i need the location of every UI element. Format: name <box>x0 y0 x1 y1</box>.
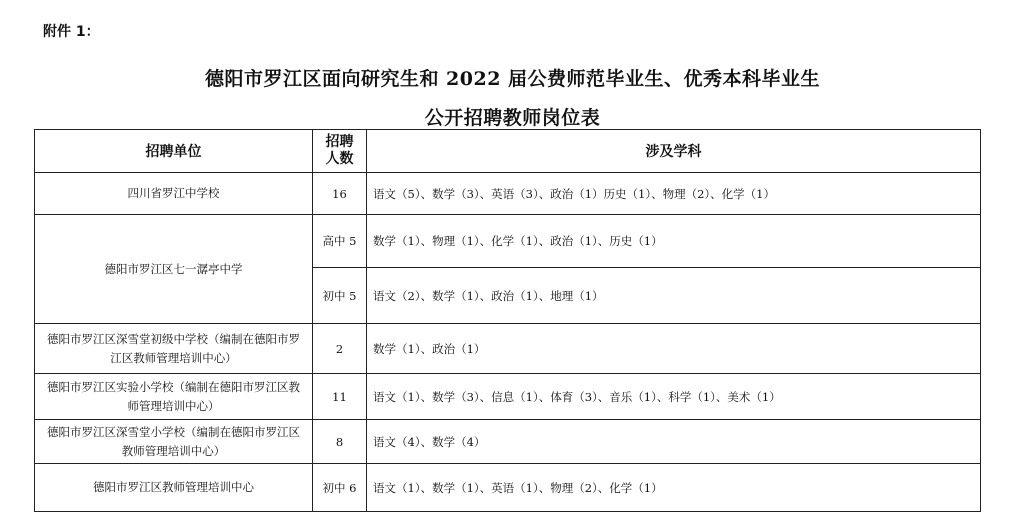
subjects-cell: 语文（1）、数学（3）、信息（1）、体育（3）、音乐（1）、科学（1）、美术（1） <box>367 374 981 420</box>
subjects-cell: 数学（1）、政治（1） <box>367 324 981 374</box>
count-cell: 8 <box>313 420 367 464</box>
count-cell: 高中 5 <box>313 215 367 268</box>
unit-cell: 德阳市罗江区七一潺亭中学 <box>35 215 313 324</box>
attachment-label: 附件 1： <box>43 24 100 40</box>
unit-line1: 德阳市罗江区实验小学校（编制在德阳市罗江区教 <box>47 379 300 394</box>
document-title-line2: 公开招聘教师岗位表 <box>424 107 601 129</box>
unit-cell <box>35 374 313 420</box>
unit-cell: 德阳市罗江区教师管理培训中心 <box>35 464 313 512</box>
unit-line1: 德阳市罗江区深雪堂初级中学校（编制在德阳市罗 <box>47 331 300 346</box>
unit-line2: 江区教师管理培训中心） <box>110 350 237 365</box>
header-count-line1: 招聘 <box>325 134 354 150</box>
count-cell: 16 <box>313 173 367 215</box>
table-row <box>35 374 981 420</box>
header-subjects: 涉及学科 <box>367 130 981 173</box>
unit-line2: 教师管理培训中心） <box>121 443 226 458</box>
table-row <box>35 324 981 374</box>
document-title-line1: 德阳市罗江区面向研究生和 2022 届公费师范毕业生、优秀本科毕业生 <box>204 68 821 90</box>
count-cell: 初中 5 <box>313 268 367 324</box>
subjects-cell: 数学（1）、物理（1）、化学（1）、政治（1）、历史（1） <box>367 215 981 268</box>
table-header-row <box>35 130 981 173</box>
table-row <box>35 215 981 268</box>
subjects-cell: 语文（1）、数学（1）、英语（1）、物理（2）、化学（1） <box>367 464 981 512</box>
count-cell: 初中 6 <box>313 464 367 512</box>
table-row <box>35 464 981 512</box>
subjects-cell: 语文（2）、数学（1）、政治（1）、地理（1） <box>367 268 981 324</box>
unit-line2: 师管理培训中心） <box>127 398 220 413</box>
unit-cell <box>35 420 313 464</box>
subjects-cell: 语文（4）、数学（4） <box>367 420 981 464</box>
count-cell: 11 <box>313 374 367 420</box>
count-cell: 2 <box>313 324 367 374</box>
unit-cell <box>35 324 313 374</box>
table-row <box>35 420 981 464</box>
header-count-line2: 人数 <box>325 151 354 167</box>
table-row <box>35 173 981 215</box>
header-count <box>313 130 367 173</box>
unit-cell: 四川省罗江中学校 <box>35 173 313 215</box>
unit-line1: 德阳市罗江区深雪堂小学校（编制在德阳市罗江区 <box>47 424 300 439</box>
recruitment-table <box>34 129 981 512</box>
header-unit: 招聘单位 <box>35 130 313 173</box>
subjects-cell: 语文（5）、数学（3）、英语（3）、政治（1）历史（1）、物理（2）、化学（1） <box>367 173 981 215</box>
